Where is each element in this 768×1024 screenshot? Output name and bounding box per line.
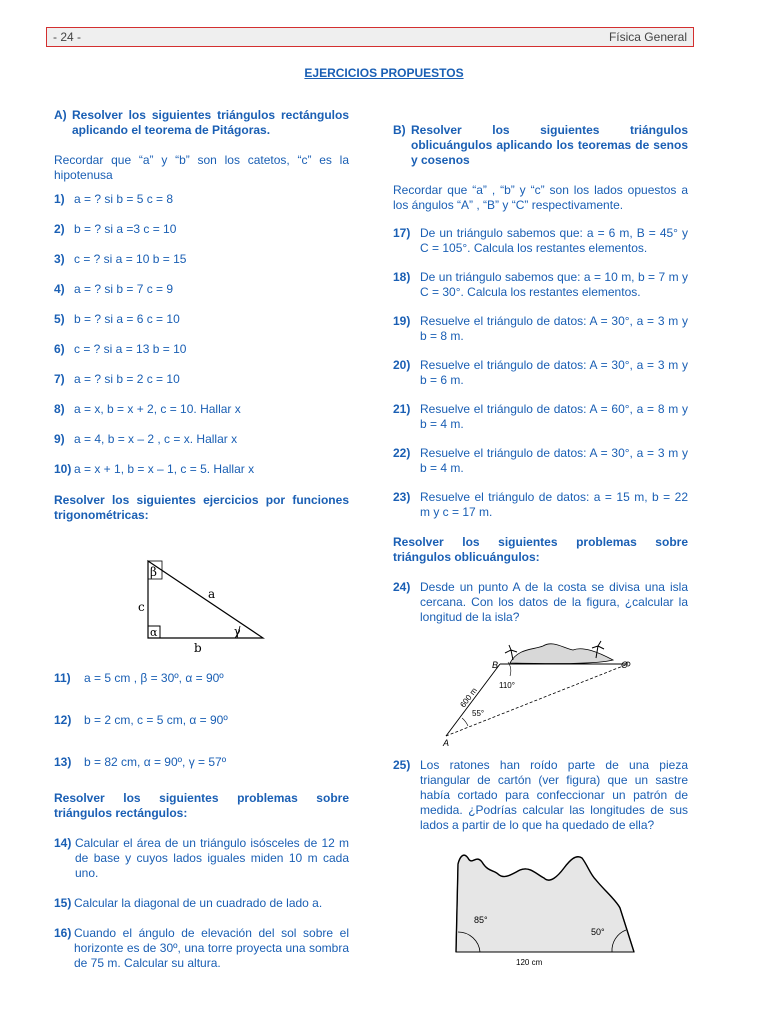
list-item: 13) b = 82 cm, α = 90º, γ = 57º <box>54 755 227 769</box>
base-label: 120 cm <box>516 958 543 967</box>
beta-label: β <box>150 565 157 579</box>
right-triangle-figure <box>138 556 268 656</box>
section-b-heading <box>393 123 688 168</box>
list-item: 15) Calcular la diagonal de un cuadrado de lado a. <box>54 896 323 910</box>
trig-heading: Resolver los siguientes ejercicios por funciones trigonométricas: <box>54 493 349 522</box>
point-c-label: C <box>621 660 628 670</box>
list-item: 14) Calcular el área de un triángulo isósceles de 12 m de base y cuyos lados iguales miden 10 m cada uno. <box>54 836 349 880</box>
list-item: 12) b = 2 cm, c = 5 cm, α = 90º <box>54 713 228 727</box>
angle-110-label: 110° <box>499 681 515 690</box>
distance-label: 600 m <box>458 686 479 710</box>
list-item: 21) Resuelve el triángulo de datos: A = 60°, a = 8 m y b = 4 m. <box>393 402 688 431</box>
page-number: - 24 - <box>53 30 82 44</box>
rect-heading: Resolver los siguientes problemas sobre triángulos rectángulos: <box>54 791 349 820</box>
book-title: Física General <box>608 30 687 44</box>
list-item: 10) a = x + 1, b = x – 1, c = 5. Hallar x <box>54 462 255 476</box>
list-item: 9) a = 4, b = x – 2 , c = x. Hallar x <box>54 432 238 446</box>
list-item: 16) Cuando el ángulo de elevación del sol sobre el horizonte es de 30º, una torre proyecta una sombra de 75 m. Calcular su altura. <box>54 926 349 970</box>
list-item: 25) Los ratones han roído parte de una pieza triangular de cartón (ver figura) que un sastre había cortado para confeccionar un patrón de medida. ¿Podrías calcular las longitudes de sus lados a partir de lo que ha quedado de ella? <box>393 758 688 832</box>
list-item: 2) b = ? si a =3 c = 10 <box>54 222 177 236</box>
list-item: 17) De un triángulo sabemos que: a = 6 m, B = 45° y C = 105°. Calcula los restantes elementos. <box>393 226 688 255</box>
point-a-label: A <box>443 738 450 748</box>
note: Recordar que “a” y “b” son los catetos, “c” es la hipotenusa <box>54 153 349 182</box>
list-item: 7) a = ? si b = 2 c = 10 <box>54 372 180 386</box>
list-item: 6) c = ? si a = 13 b = 10 <box>54 342 187 356</box>
gamma-label: γ <box>234 625 241 638</box>
page-header <box>46 27 694 47</box>
section-letter: A) <box>54 108 67 122</box>
trig-items <box>54 671 349 971</box>
list-item: 11) a = 5 cm , β = 30º, α = 90º <box>54 671 224 685</box>
angle-55-label: 55° <box>472 709 485 718</box>
island-figure <box>438 638 638 748</box>
column-b <box>393 123 688 625</box>
page-title: EJERCICIOS PROPUESTOS <box>304 66 464 80</box>
side-b-label: b <box>194 641 202 655</box>
angle-85-label: 85° <box>474 915 488 925</box>
column-a <box>54 108 349 523</box>
section-text: Resolver los siguientes triángulos rectángulos aplicando el teorema de Pitágoras. <box>72 108 349 137</box>
section-a-heading <box>54 108 349 138</box>
list-item: 24) Desde un punto A de la costa se divisa una isla cercana. Con los datos de la figura, ¿calcular la longitud de la isla? <box>393 580 688 624</box>
section-text: Resolver los siguientes triángulos oblicuángulos aplicando los teoremas de senos y cosenos <box>411 123 688 167</box>
list-item: 20) Resuelve el triángulo de datos: A = 30°, a = 3 m y b = 6 m. <box>393 358 688 387</box>
obl-heading: Resolver los siguientes problemas sobre triángulos oblicuángulos: <box>393 535 688 564</box>
list-item: 5) b = ? si a = 6 c = 10 <box>54 312 180 326</box>
cardboard-figure <box>440 844 640 970</box>
side-a-label: a <box>208 587 216 601</box>
point-b-label: B <box>492 660 499 670</box>
angle-50-label: 50° <box>591 927 605 937</box>
note: Recordar que “a” , “b” y “c” son los lados opuestos a los ángulos “A” , “B” y “C” respectivamente. <box>393 183 688 212</box>
list-item: 3) c = ? si a = 10 b = 15 <box>54 252 187 266</box>
item-25 <box>393 758 688 833</box>
alpha-label: α <box>150 626 158 639</box>
section-letter: B) <box>393 123 406 137</box>
list-item: 18) De un triángulo sabemos que: a = 10 m, b = 7 m y C = 30°. Calcula los restantes elementos. <box>393 270 688 299</box>
list-item: 23) Resuelve el triángulo de datos: a = 15 m, b = 22 m y c = 17 m. <box>393 490 688 519</box>
list-item: 22) Resuelve el triángulo de datos: A = 30°, a = 3 m y b = 4 m. <box>393 446 688 475</box>
side-c-label: c <box>138 600 145 614</box>
list-item: 19) Resuelve el triángulo de datos: A = 30°, a = 3 m y b = 8 m. <box>393 314 688 343</box>
list-item: 1) a = ? si b = 5 c = 8 <box>54 192 174 206</box>
list-item: 8) a = x, b = x + 2, c = 10. Hallar x <box>54 402 241 416</box>
list-item: 4) a = ? si b = 7 c = 9 <box>54 282 174 296</box>
